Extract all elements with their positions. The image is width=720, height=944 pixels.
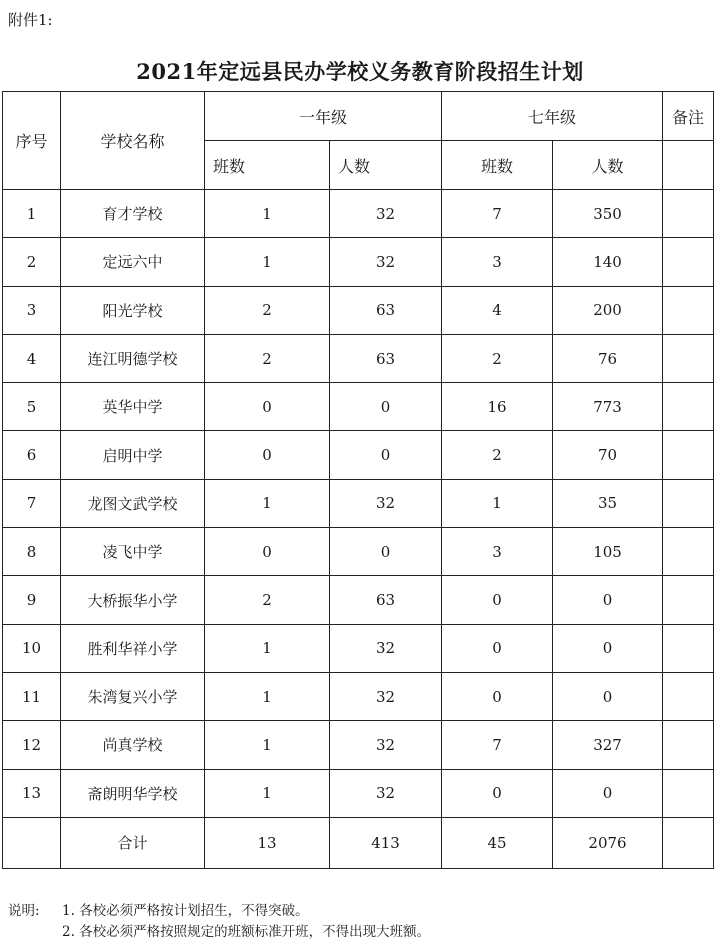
row-g7-students: 0 [553,769,663,817]
row-g7-students: 76 [553,334,663,382]
row-remark [663,769,714,817]
row-school: 育才学校 [61,190,205,238]
row-g1-students: 32 [330,672,442,720]
row-school: 连江明德学校 [61,334,205,382]
row-school: 龙图文武学校 [61,479,205,527]
row-school: 尚真学校 [61,721,205,769]
table-row [3,769,714,817]
table-row [3,383,714,431]
total-g7-students: 2076 [553,817,663,868]
row-remark [663,190,714,238]
row-no: 7 [3,479,61,527]
row-remark [663,624,714,672]
row-g1-students: 0 [330,528,442,576]
header-row-top [3,92,714,141]
row-no: 5 [3,383,61,431]
header-remarks-blank [663,141,714,190]
row-g1-classes: 1 [205,479,330,527]
row-school: 胜利华祥小学 [61,624,205,672]
row-g7-classes: 0 [442,769,553,817]
note-item: 2. 各校必须严格按照规定的班额标准开班，不得出现大班额。 [62,924,431,940]
total-remark [663,817,714,868]
row-remark [663,528,714,576]
row-no: 10 [3,624,61,672]
row-g1-classes: 1 [205,190,330,238]
total-row [3,817,714,868]
notes-list [62,901,662,943]
row-g1-classes: 1 [205,769,330,817]
row-g7-students: 105 [553,528,663,576]
row-g1-students: 63 [330,334,442,382]
page-title: 2021年定远县民办学校义务教育阶段招生计划 [136,59,584,84]
row-remark [663,238,714,286]
row-remark [663,431,714,479]
table-row [3,286,714,334]
row-g1-classes: 0 [205,528,330,576]
row-g1-classes: 0 [205,431,330,479]
row-g1-students: 32 [330,238,442,286]
table-row [3,672,714,720]
table-row [3,576,714,624]
table-row [3,721,714,769]
row-g1-classes: 1 [205,672,330,720]
row-g7-classes: 0 [442,576,553,624]
row-remark [663,334,714,382]
row-remark [663,479,714,527]
row-g1-classes: 2 [205,334,330,382]
row-no: 12 [3,721,61,769]
row-g7-classes: 1 [442,479,553,527]
row-g1-classes: 1 [205,721,330,769]
row-g7-classes: 3 [442,528,553,576]
row-g7-students: 0 [553,576,663,624]
total-g1-classes: 13 [205,817,330,868]
row-g7-classes: 16 [442,383,553,431]
row-school: 阳光学校 [61,286,205,334]
row-school: 定远六中 [61,238,205,286]
row-g1-students: 63 [330,286,442,334]
notes-label: 说明: [8,903,40,919]
row-school: 斋朗明华学校 [61,769,205,817]
header-remarks: 备注 [663,92,714,141]
header-g1-students: 人数 [330,141,442,190]
note-item: 1. 各校必须严格按计划招生，不得突破。 [62,903,309,919]
total-g7-classes: 45 [442,817,553,868]
row-g7-classes: 7 [442,721,553,769]
header-grade7: 七年级 [442,92,663,141]
row-g7-classes: 2 [442,431,553,479]
row-g1-classes: 1 [205,624,330,672]
header-index: 序号 [3,92,61,190]
row-g7-students: 773 [553,383,663,431]
row-g1-classes: 0 [205,383,330,431]
table-row [3,624,714,672]
table-row [3,431,714,479]
row-no: 3 [3,286,61,334]
row-remark [663,286,714,334]
header-grade1: 一年级 [205,92,442,141]
row-g7-students: 327 [553,721,663,769]
row-g1-students: 32 [330,479,442,527]
row-no: 1 [3,190,61,238]
row-school: 大桥振华小学 [61,576,205,624]
row-g7-classes: 7 [442,190,553,238]
attachment-label: 附件1: [8,11,53,29]
row-g7-students: 35 [553,479,663,527]
row-no: 2 [3,238,61,286]
table-row [3,528,714,576]
row-no: 4 [3,334,61,382]
total-label: 合计 [61,817,205,868]
row-g1-students: 32 [330,769,442,817]
row-g7-classes: 4 [442,286,553,334]
row-g1-students: 32 [330,190,442,238]
row-g7-classes: 0 [442,672,553,720]
row-school: 启明中学 [61,431,205,479]
row-g1-classes: 2 [205,576,330,624]
row-g7-students: 0 [553,672,663,720]
table-row [3,334,714,382]
row-g1-classes: 2 [205,286,330,334]
row-remark [663,576,714,624]
row-no: 11 [3,672,61,720]
table-row [3,238,714,286]
total-g1-students: 413 [330,817,442,868]
row-g7-classes: 2 [442,334,553,382]
row-g7-students: 0 [553,624,663,672]
row-g1-students: 0 [330,431,442,479]
enrollment-plan-table [2,91,714,869]
row-g1-students: 32 [330,624,442,672]
row-g7-classes: 3 [442,238,553,286]
row-school: 朱湾复兴小学 [61,672,205,720]
header-school: 学校名称 [61,92,205,190]
table-row [3,479,714,527]
header-g7-students: 人数 [553,141,663,190]
row-school: 凌飞中学 [61,528,205,576]
row-g7-students: 140 [553,238,663,286]
row-remark [663,721,714,769]
row-remark [663,672,714,720]
total-no-blank [3,817,61,868]
row-g1-classes: 1 [205,238,330,286]
row-g1-students: 32 [330,721,442,769]
row-no: 8 [3,528,61,576]
row-no: 13 [3,769,61,817]
header-g1-classes: 班数 [205,141,330,190]
table-row [3,190,714,238]
header-g7-classes: 班数 [442,141,553,190]
row-g7-students: 70 [553,431,663,479]
row-g1-students: 63 [330,576,442,624]
row-school: 英华中学 [61,383,205,431]
row-remark [663,383,714,431]
row-g7-students: 200 [553,286,663,334]
row-no: 6 [3,431,61,479]
row-g7-classes: 0 [442,624,553,672]
row-g1-students: 0 [330,383,442,431]
row-no: 9 [3,576,61,624]
row-g7-students: 350 [553,190,663,238]
